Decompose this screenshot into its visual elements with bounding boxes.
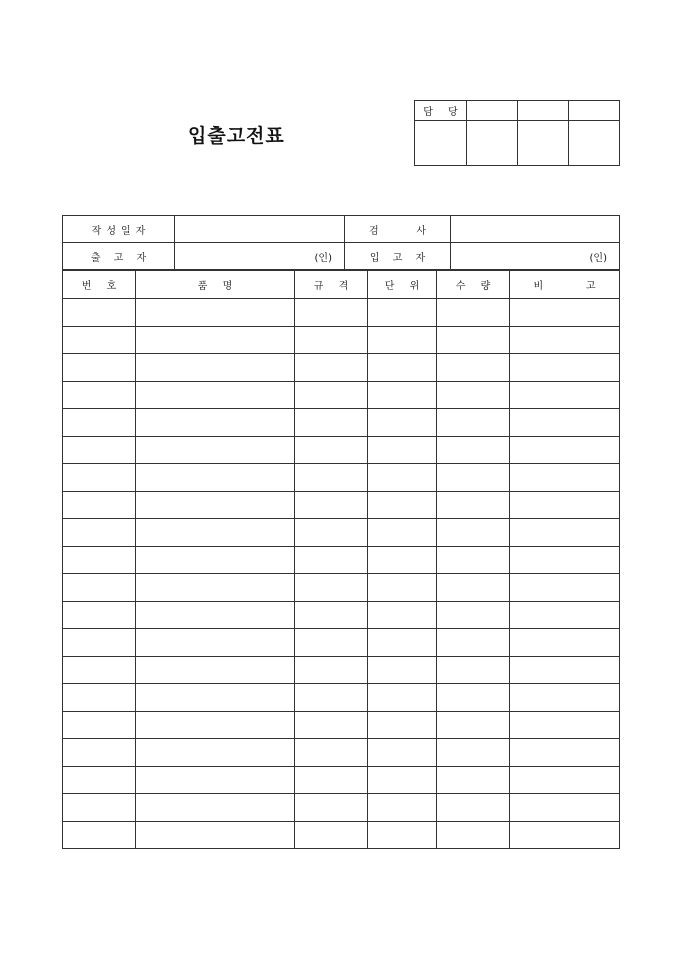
header-remarks: 비 고 <box>510 271 620 299</box>
approval-sign-cell[interactable] <box>569 121 620 166</box>
quantity-cell[interactable] <box>437 409 510 437</box>
inspect-field[interactable] <box>451 216 620 243</box>
item-name-cell[interactable] <box>136 299 295 327</box>
number-cell[interactable] <box>63 326 136 354</box>
remarks-cell[interactable] <box>510 766 620 794</box>
remarks-cell[interactable] <box>510 684 620 712</box>
spec-cell[interactable] <box>295 656 368 684</box>
unit-cell[interactable] <box>368 354 437 382</box>
remarks-cell[interactable] <box>510 629 620 657</box>
number-cell[interactable] <box>63 409 136 437</box>
spec-cell[interactable] <box>295 821 368 849</box>
item-name-cell[interactable] <box>136 766 295 794</box>
quantity-cell[interactable] <box>437 629 510 657</box>
out-seal-mark: (인) <box>314 252 332 264</box>
unit-cell[interactable] <box>368 381 437 409</box>
quantity-cell[interactable] <box>437 326 510 354</box>
item-name-cell[interactable] <box>136 354 295 382</box>
unit-cell[interactable] <box>368 326 437 354</box>
unit-cell[interactable] <box>368 464 437 492</box>
number-cell[interactable] <box>63 491 136 519</box>
table-row <box>63 684 620 712</box>
spec-cell[interactable] <box>295 711 368 739</box>
header-quantity: 수 량 <box>437 271 510 299</box>
item-name-cell[interactable] <box>136 436 295 464</box>
number-cell[interactable] <box>63 519 136 547</box>
remarks-cell[interactable] <box>510 464 620 492</box>
date-label: 작성일자 <box>63 216 175 243</box>
remarks-cell[interactable] <box>510 491 620 519</box>
quantity-cell[interactable] <box>437 656 510 684</box>
quantity-cell[interactable] <box>437 546 510 574</box>
table-row <box>63 519 620 547</box>
approval-header-cell <box>518 101 569 121</box>
quantity-cell[interactable] <box>437 436 510 464</box>
unit-cell[interactable] <box>368 766 437 794</box>
spec-cell[interactable] <box>295 519 368 547</box>
out-person-field[interactable] <box>175 243 345 270</box>
quantity-cell[interactable] <box>437 711 510 739</box>
table-row <box>63 326 620 354</box>
unit-cell[interactable] <box>368 574 437 602</box>
approval-label: 담 당 <box>415 101 467 121</box>
spec-cell[interactable] <box>295 491 368 519</box>
unit-cell[interactable] <box>368 546 437 574</box>
item-name-cell[interactable] <box>136 574 295 602</box>
item-name-cell[interactable] <box>136 794 295 822</box>
item-rows <box>63 299 620 849</box>
in-seal-mark: (인) <box>589 252 607 264</box>
number-cell[interactable] <box>63 766 136 794</box>
remarks-cell[interactable] <box>510 821 620 849</box>
date-field[interactable] <box>175 216 345 243</box>
number-cell[interactable] <box>63 574 136 602</box>
spec-cell[interactable] <box>295 546 368 574</box>
quantity-cell[interactable] <box>437 574 510 602</box>
unit-cell[interactable] <box>368 629 437 657</box>
remarks-cell[interactable] <box>510 574 620 602</box>
unit-cell[interactable] <box>368 409 437 437</box>
spec-cell[interactable] <box>295 299 368 327</box>
remarks-cell[interactable] <box>510 519 620 547</box>
table-row <box>63 491 620 519</box>
quantity-cell[interactable] <box>437 354 510 382</box>
item-name-cell[interactable] <box>136 546 295 574</box>
table-row <box>63 436 620 464</box>
approval-header-cell <box>467 101 518 121</box>
item-name-cell[interactable] <box>136 601 295 629</box>
unit-cell[interactable] <box>368 519 437 547</box>
table-row <box>63 354 620 382</box>
number-cell[interactable] <box>63 299 136 327</box>
unit-cell[interactable] <box>368 299 437 327</box>
table-row <box>63 601 620 629</box>
spec-cell[interactable] <box>295 354 368 382</box>
quantity-cell[interactable] <box>437 739 510 767</box>
remarks-cell[interactable] <box>510 409 620 437</box>
unit-cell[interactable] <box>368 821 437 849</box>
item-name-cell[interactable] <box>136 464 295 492</box>
info-table <box>62 215 620 270</box>
remarks-cell[interactable] <box>510 299 620 327</box>
spec-cell[interactable] <box>295 739 368 767</box>
quantity-cell[interactable] <box>437 299 510 327</box>
table-row <box>63 821 620 849</box>
quantity-cell[interactable] <box>437 821 510 849</box>
inspect-label: 검 사 <box>345 216 451 243</box>
unit-cell[interactable] <box>368 711 437 739</box>
items-table <box>62 270 620 849</box>
spec-cell[interactable] <box>295 436 368 464</box>
number-cell[interactable] <box>63 601 136 629</box>
number-cell[interactable] <box>63 739 136 767</box>
item-name-cell[interactable] <box>136 739 295 767</box>
spec-cell[interactable] <box>295 601 368 629</box>
table-row <box>63 574 620 602</box>
header-number: 번 호 <box>63 271 136 299</box>
number-cell[interactable] <box>63 684 136 712</box>
spec-cell[interactable] <box>295 574 368 602</box>
table-row <box>63 381 620 409</box>
document-title: 입출고전표 <box>188 125 285 147</box>
number-cell[interactable] <box>63 629 136 657</box>
number-cell[interactable] <box>63 546 136 574</box>
unit-cell[interactable] <box>368 684 437 712</box>
approval-sign-cell[interactable] <box>518 121 569 166</box>
number-cell[interactable] <box>63 821 136 849</box>
remarks-cell[interactable] <box>510 436 620 464</box>
approval-header-cell <box>569 101 620 121</box>
table-row <box>63 656 620 684</box>
quantity-cell[interactable] <box>437 794 510 822</box>
unit-cell[interactable] <box>368 794 437 822</box>
remarks-cell[interactable] <box>510 794 620 822</box>
item-name-cell[interactable] <box>136 821 295 849</box>
table-row <box>63 711 620 739</box>
spec-cell[interactable] <box>295 409 368 437</box>
item-name-cell[interactable] <box>136 409 295 437</box>
spec-cell[interactable] <box>295 684 368 712</box>
quantity-cell[interactable] <box>437 766 510 794</box>
number-cell[interactable] <box>63 381 136 409</box>
remarks-cell[interactable] <box>510 739 620 767</box>
unit-cell[interactable] <box>368 656 437 684</box>
remarks-cell[interactable] <box>510 656 620 684</box>
table-row <box>63 546 620 574</box>
spec-cell[interactable] <box>295 381 368 409</box>
quantity-cell[interactable] <box>437 464 510 492</box>
quantity-cell[interactable] <box>437 601 510 629</box>
table-row <box>63 766 620 794</box>
table-row <box>63 739 620 767</box>
quantity-cell[interactable] <box>437 491 510 519</box>
unit-cell[interactable] <box>368 491 437 519</box>
spec-cell[interactable] <box>295 794 368 822</box>
unit-cell[interactable] <box>368 601 437 629</box>
number-cell[interactable] <box>63 656 136 684</box>
remarks-cell[interactable] <box>510 354 620 382</box>
table-row <box>63 409 620 437</box>
remarks-cell[interactable] <box>510 546 620 574</box>
number-cell[interactable] <box>63 354 136 382</box>
item-name-cell[interactable] <box>136 711 295 739</box>
unit-cell[interactable] <box>368 739 437 767</box>
spec-cell[interactable] <box>295 766 368 794</box>
spec-cell[interactable] <box>295 326 368 354</box>
in-person-field[interactable] <box>451 243 620 270</box>
remarks-cell[interactable] <box>510 326 620 354</box>
table-row <box>63 299 620 327</box>
number-cell[interactable] <box>63 711 136 739</box>
spec-cell[interactable] <box>295 464 368 492</box>
quantity-cell[interactable] <box>437 519 510 547</box>
item-name-cell[interactable] <box>136 629 295 657</box>
number-cell[interactable] <box>63 464 136 492</box>
remarks-cell[interactable] <box>510 711 620 739</box>
spec-cell[interactable] <box>295 629 368 657</box>
approval-box <box>414 100 620 166</box>
unit-cell[interactable] <box>368 436 437 464</box>
item-name-cell[interactable] <box>136 684 295 712</box>
header-spec: 규 격 <box>295 271 368 299</box>
in-person-label: 입 고 자 <box>345 243 451 270</box>
quantity-cell[interactable] <box>437 381 510 409</box>
approval-sign-cell[interactable] <box>467 121 518 166</box>
item-name-cell[interactable] <box>136 326 295 354</box>
number-cell[interactable] <box>63 436 136 464</box>
table-row <box>63 794 620 822</box>
item-name-cell[interactable] <box>136 519 295 547</box>
remarks-cell[interactable] <box>510 601 620 629</box>
number-cell[interactable] <box>63 794 136 822</box>
quantity-cell[interactable] <box>437 684 510 712</box>
header-unit: 단 위 <box>368 271 437 299</box>
header-item-name: 품 명 <box>136 271 295 299</box>
table-row <box>63 629 620 657</box>
remarks-cell[interactable] <box>510 381 620 409</box>
table-row <box>63 464 620 492</box>
out-person-label: 출 고 자 <box>63 243 175 270</box>
approval-sign-cell[interactable] <box>415 121 467 166</box>
item-name-cell[interactable] <box>136 491 295 519</box>
item-name-cell[interactable] <box>136 381 295 409</box>
item-name-cell[interactable] <box>136 656 295 684</box>
